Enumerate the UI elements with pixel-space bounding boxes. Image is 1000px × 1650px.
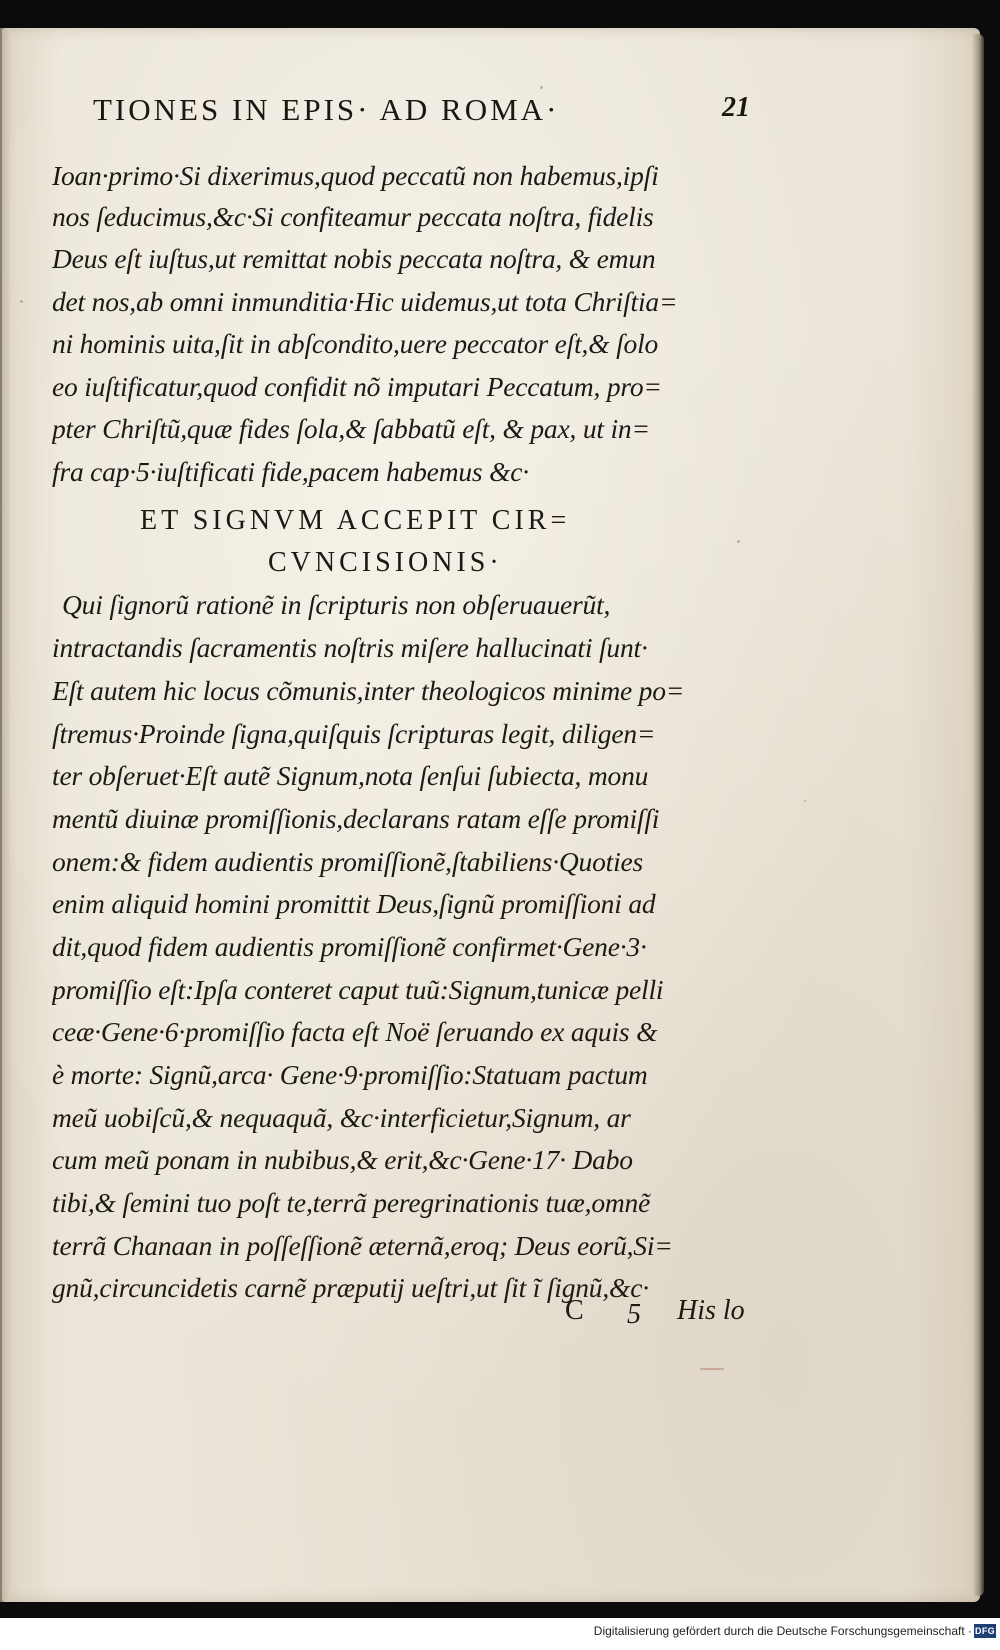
text-line: onem:& fidem audientis promiſſionẽ,ſtabiliens·Quoties: [52, 846, 644, 877]
text-line: intractandis ſacramentis noſtris miſere hallucinati ſunt·: [52, 632, 648, 663]
dfg-logo: DFG: [975, 1626, 995, 1636]
text-line: det nos,ab omni inmunditia·Hic uidemus,ut tota Chriſtia=: [52, 286, 678, 317]
section-heading-line-2: CVNCISIONIS·: [268, 547, 503, 578]
funding-credit: Digitalisierung gefördert durch die Deutsche Forschungsgemeinschaft ·: [593, 1624, 972, 1638]
text-line: ſtremus·Proinde ſigna,quiſquis ſcripturas legit, diligen=: [52, 718, 656, 749]
footer-bar: [0, 1618, 1000, 1650]
text-line: pter Chriſtũ,quæ fides ſola,& ſabbatũ eſt, & pax, ut in=: [52, 413, 650, 444]
text-line: ceæ·Gene·6·promiſſio facta eſt Noë ſeruando ex aquis &: [52, 1016, 658, 1047]
text-line: ter obſeruet·Eſt autẽ Signum,nota ſenſui ſubiecta, monu: [52, 760, 649, 791]
text-line: terrã Chanaan in poſſeſſionẽ æternã,eroq; Deus eorũ,Si=: [52, 1230, 673, 1261]
text-line: nos ſeducimus,&c·Si confiteamur peccata noſtra, fidelis: [52, 201, 654, 232]
paper-speck: [804, 800, 806, 802]
text-line: eo iuſtificatur,quod confidit nõ imputari Peccatum, pro=: [52, 371, 662, 402]
signature-catchword-line: [565, 1295, 785, 1341]
paper-speck: [540, 86, 543, 89]
text-line: tibi,& ſemini tuo poſt te,terrã peregrinationis tuæ,omnẽ: [52, 1187, 651, 1218]
page-gutter-edge: [0, 28, 10, 1602]
text-line: enim aliquid homini promittit Deus,ſignũ promiſſioni ad: [52, 888, 656, 919]
signature-number: 5: [627, 1299, 641, 1330]
paragraph-first-line: Qui ſignorũ rationẽ in ſcripturis non obſeruauerũt,: [62, 589, 611, 620]
catchword: His lo: [677, 1295, 745, 1326]
running-head: TIONES IN EPIS· AD ROMA·: [93, 92, 560, 127]
page-fore-edge: [972, 34, 984, 1596]
text-line: cum meũ ponam in nubibus,& erit,&c·Gene·17· Dabo: [52, 1144, 633, 1175]
paper-mark: [700, 1368, 724, 1370]
text-line: Deus eſt iuſtus,ut remittat nobis peccata noſtra, & emun: [52, 243, 656, 274]
text-line: Ioan·primo·Si dixerimus,quod peccatũ non habemus,ipſi: [52, 160, 659, 191]
paper-speck: [20, 300, 23, 303]
text-line: promiſſio eſt:Ipſa conteret caput tuũ:Signum,tunicæ pelli: [52, 974, 664, 1005]
text-line: gnũ,circuncidetis carnẽ præputij ueſtri,ut ſit ĩ ſignũ,&c·: [52, 1272, 649, 1303]
text-line: mentũ diuinæ promiſſionis,declarans ratam eſſe promiſſi: [52, 803, 660, 834]
signature-mark: C: [565, 1295, 584, 1326]
text-line: dit,quod fidem audientis promiſſionẽ confirmet·Gene·3·: [52, 931, 647, 962]
section-heading-line-1: ET SIGNVM ACCEPIT CIR=: [140, 505, 571, 536]
text-line: Eſt autem hic locus cõmunis,inter theologicos minime po=: [52, 675, 685, 706]
text-line: meũ uobiſcũ,& nequaquã, &c·interficietur,Signum, ar: [52, 1102, 631, 1133]
folio-number: 21: [722, 92, 750, 123]
text-line: è morte: Signũ,arca· Gene·9·promiſſio:Statuam pactum: [52, 1059, 648, 1090]
text-line: ni hominis uita,ſit in abſcondito,uere peccator eſt,& ſolo: [52, 328, 659, 359]
text-line: fra cap·5·iuſtificati fide,pacem habemus &c·: [52, 456, 529, 487]
paper-speck: [737, 540, 740, 543]
